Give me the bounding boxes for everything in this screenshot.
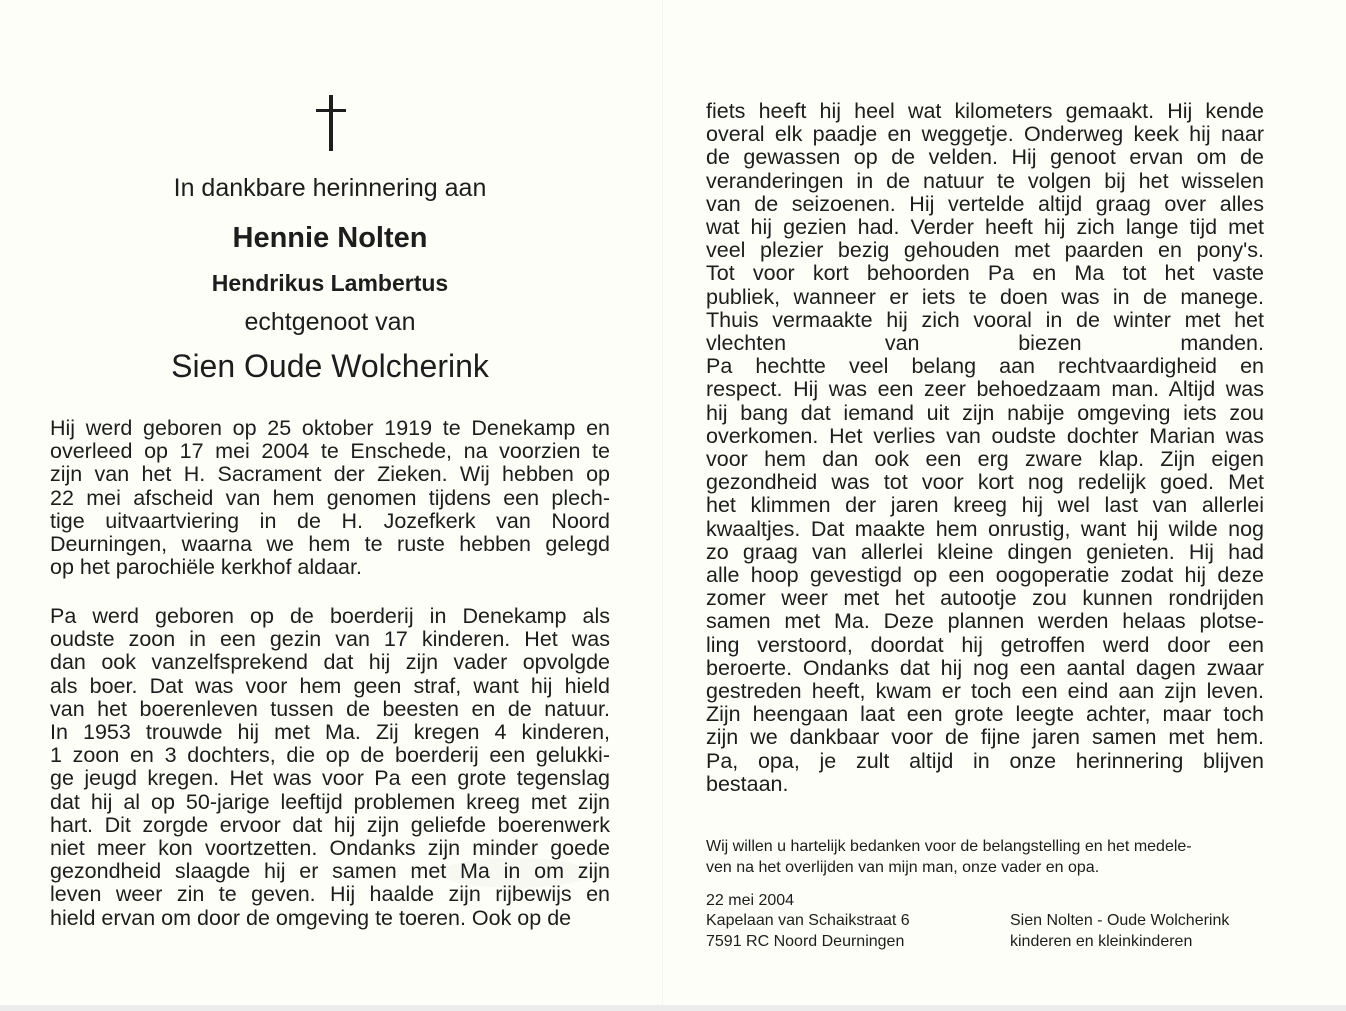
text-line: hield ervan om door de omgeving te toeren. Ook op de [50,905,572,930]
text-line: Pa, opa, je zult altijd in onze herinnering blijven [706,748,1264,773]
text-line: van de seizoenen. Hij vertelde altijd graag over alles [706,191,1264,216]
text-line: gestreden heeft, kwam er toch een eind aan zijn leven. [706,679,1264,704]
given-names: Hendrikus Lambertus [211,270,449,296]
text-line: respect. Hij was een zeer behoedzaam man. Altijd was [706,377,1264,402]
text-line: Zijn heengaan laat een grote leegte achter, maar toch [706,702,1264,727]
text-line: samen met Ma. Deze plannen werden helaas plotse- [706,609,1264,634]
text-line: dat hij al op 50-jarige leeftijd problemen kreeg met zijn [50,789,610,814]
cross-icon [316,95,346,151]
text-line: Thuis vermaakte hij zich vooral in de winter met het [706,307,1264,332]
signer-line: kinderen en kleinkinderen [1010,933,1193,950]
text-line: overleed op 17 mei 2004 te Enschede, na voorzien te [50,439,610,464]
text-line: als boer. Dat was voor hem geen straf, want hij hield [50,673,610,698]
thanks-note [706,836,1264,878]
address-line: 7591 RC Noord Deurningen [706,933,905,950]
spouse-name: Sien Oude Wolcherink [171,348,489,384]
text-line: ven na het overlijden van mijn man, onze vader en opa. [706,859,1100,876]
spouse-of-text: echtgenoot van [244,308,416,336]
text-line: Hij werd geboren op 25 oktober 1919 te Denekamp en [50,416,610,440]
text-line: zijn van het H. Sacrament der Zieken. Wij hebben op [50,462,610,487]
card-bottom-edge [0,1005,1346,1011]
text-line: overkomen. Het verlies van oudste dochter Marian was [706,423,1264,448]
signer-line: Sien Nolten - Oude Wolcherink [1010,912,1230,929]
text-line: het klimmen der jaren kreeg hij wel last van allerlei [706,493,1264,518]
text-line: leven weer zin te geven. Hij haalde zijn rijbewijs en [50,882,610,907]
text-line: Tot voor kort behoorden Pa en Ma tot het vaste [706,261,1264,286]
text-line: gezondheid was tot voor kort nog redelijk goed. Met [706,470,1264,495]
text-line: van het boerenleven tussen de beesten en de natuur. [50,696,610,721]
text-line: In 1953 trouwde hij met Ma. Zij kregen 4 kinderen, [50,720,610,745]
biography-paragraph-1 [50,417,610,579]
text-line: overal elk paadje en weggetje. Onderweg keek hij naar [706,122,1264,147]
text-line: fiets heeft hij heel wat kilometers gemaakt. Hij kende [706,99,1264,123]
text-line: zo graag van allerlei kleine dingen genieten. Hij had [706,539,1264,564]
text-line: 1 zoon en 3 dochters, die op de boerderij een gelukki- [50,743,610,768]
text-line: Pa werd geboren op de boerderij in Denekamp als [50,604,610,628]
text-line: oudste zoon in een gezin van 17 kinderen. Het was [50,627,610,652]
text-line: zomer weer met het autootje zou kunnen rondrijden [706,586,1264,611]
text-line: beroerte. Ondanks dat hij nog een aantal dagen zwaar [706,655,1264,680]
signers [1010,910,1229,952]
fold-line [662,0,663,1011]
text-line: publiek, wanneer er iets te doen was in de manege. [706,284,1264,309]
text-line: Wij willen u hartelijk bedanken voor de belangstelling en het medele- [706,838,1192,855]
family-address [706,910,910,952]
text-line: veel plezier bezig gehouden met paarden en pony's. [706,238,1264,263]
intro-text: In dankbare herinnering aan [173,174,487,202]
text-line: ge jeugd kregen. Het was voor Pa een grote tegenslag [50,766,610,791]
address-line: Kapelaan van Schaikstraat 6 [706,912,910,929]
text-line: op het parochiële kerkhof aldaar. [50,555,362,580]
text-line: tige uitvaartviering in de H. Jozefkerk van Noord [50,508,610,533]
text-line: hij bang dat iemand uit zijn nabije omgeving iets zou [706,400,1264,425]
text-line: dan ook vanzelfsprekend dat hij zijn vader opvolgde [50,650,610,675]
text-line: zijn we dankbaar voor de fijne jaren samen met hem. [706,725,1264,750]
deceased-name: Hennie Nolten [232,222,428,254]
text-line: voor hem dan ook een erg zware klap. Zijn eigen [706,447,1264,472]
text-line: hart. Dit zorgde ervoor dat hij zijn geliefde boerenwerk [50,812,610,837]
text-line: wat hij gezien had. Verder heeft hij zich lange tijd met [706,215,1264,240]
text-line: gezondheid slaagde hij er samen met Ma in om zijn [50,859,610,884]
text-line: ling verstoord, doordat hij getroffen werd door een [706,632,1264,657]
text-line: 22 mei afscheid van hem genomen tijdens een plech- [50,485,610,510]
paper-scuff [440,858,590,888]
text-line: de gewassen op de velden. Hij genoot ervan om de [706,145,1264,170]
text-line: alle hoop gevestigd op een oogoperatie zodat hij deze [706,563,1264,588]
text-line: Pa hechtte veel belang aan rechtvaardigheid en [706,354,1264,379]
text-line: niet meer kon voortzetten. Ondanks zijn minder goede [50,836,610,861]
text-line: Deurningen, waarna we hem te ruste hebben gelegd [50,532,610,557]
biography-paragraph-3 [706,100,1264,796]
footer-date: 22 mei 2004 [706,892,795,909]
text-line: bestaan. [706,771,789,796]
text-line: kwaaltjes. Dat maakte hem onrustig, want hij wilde nog [706,516,1264,541]
text-line: veranderingen in de natuur te volgen bij het wisselen [706,168,1264,193]
text-line: vlechten van biezen manden. [706,331,1264,356]
